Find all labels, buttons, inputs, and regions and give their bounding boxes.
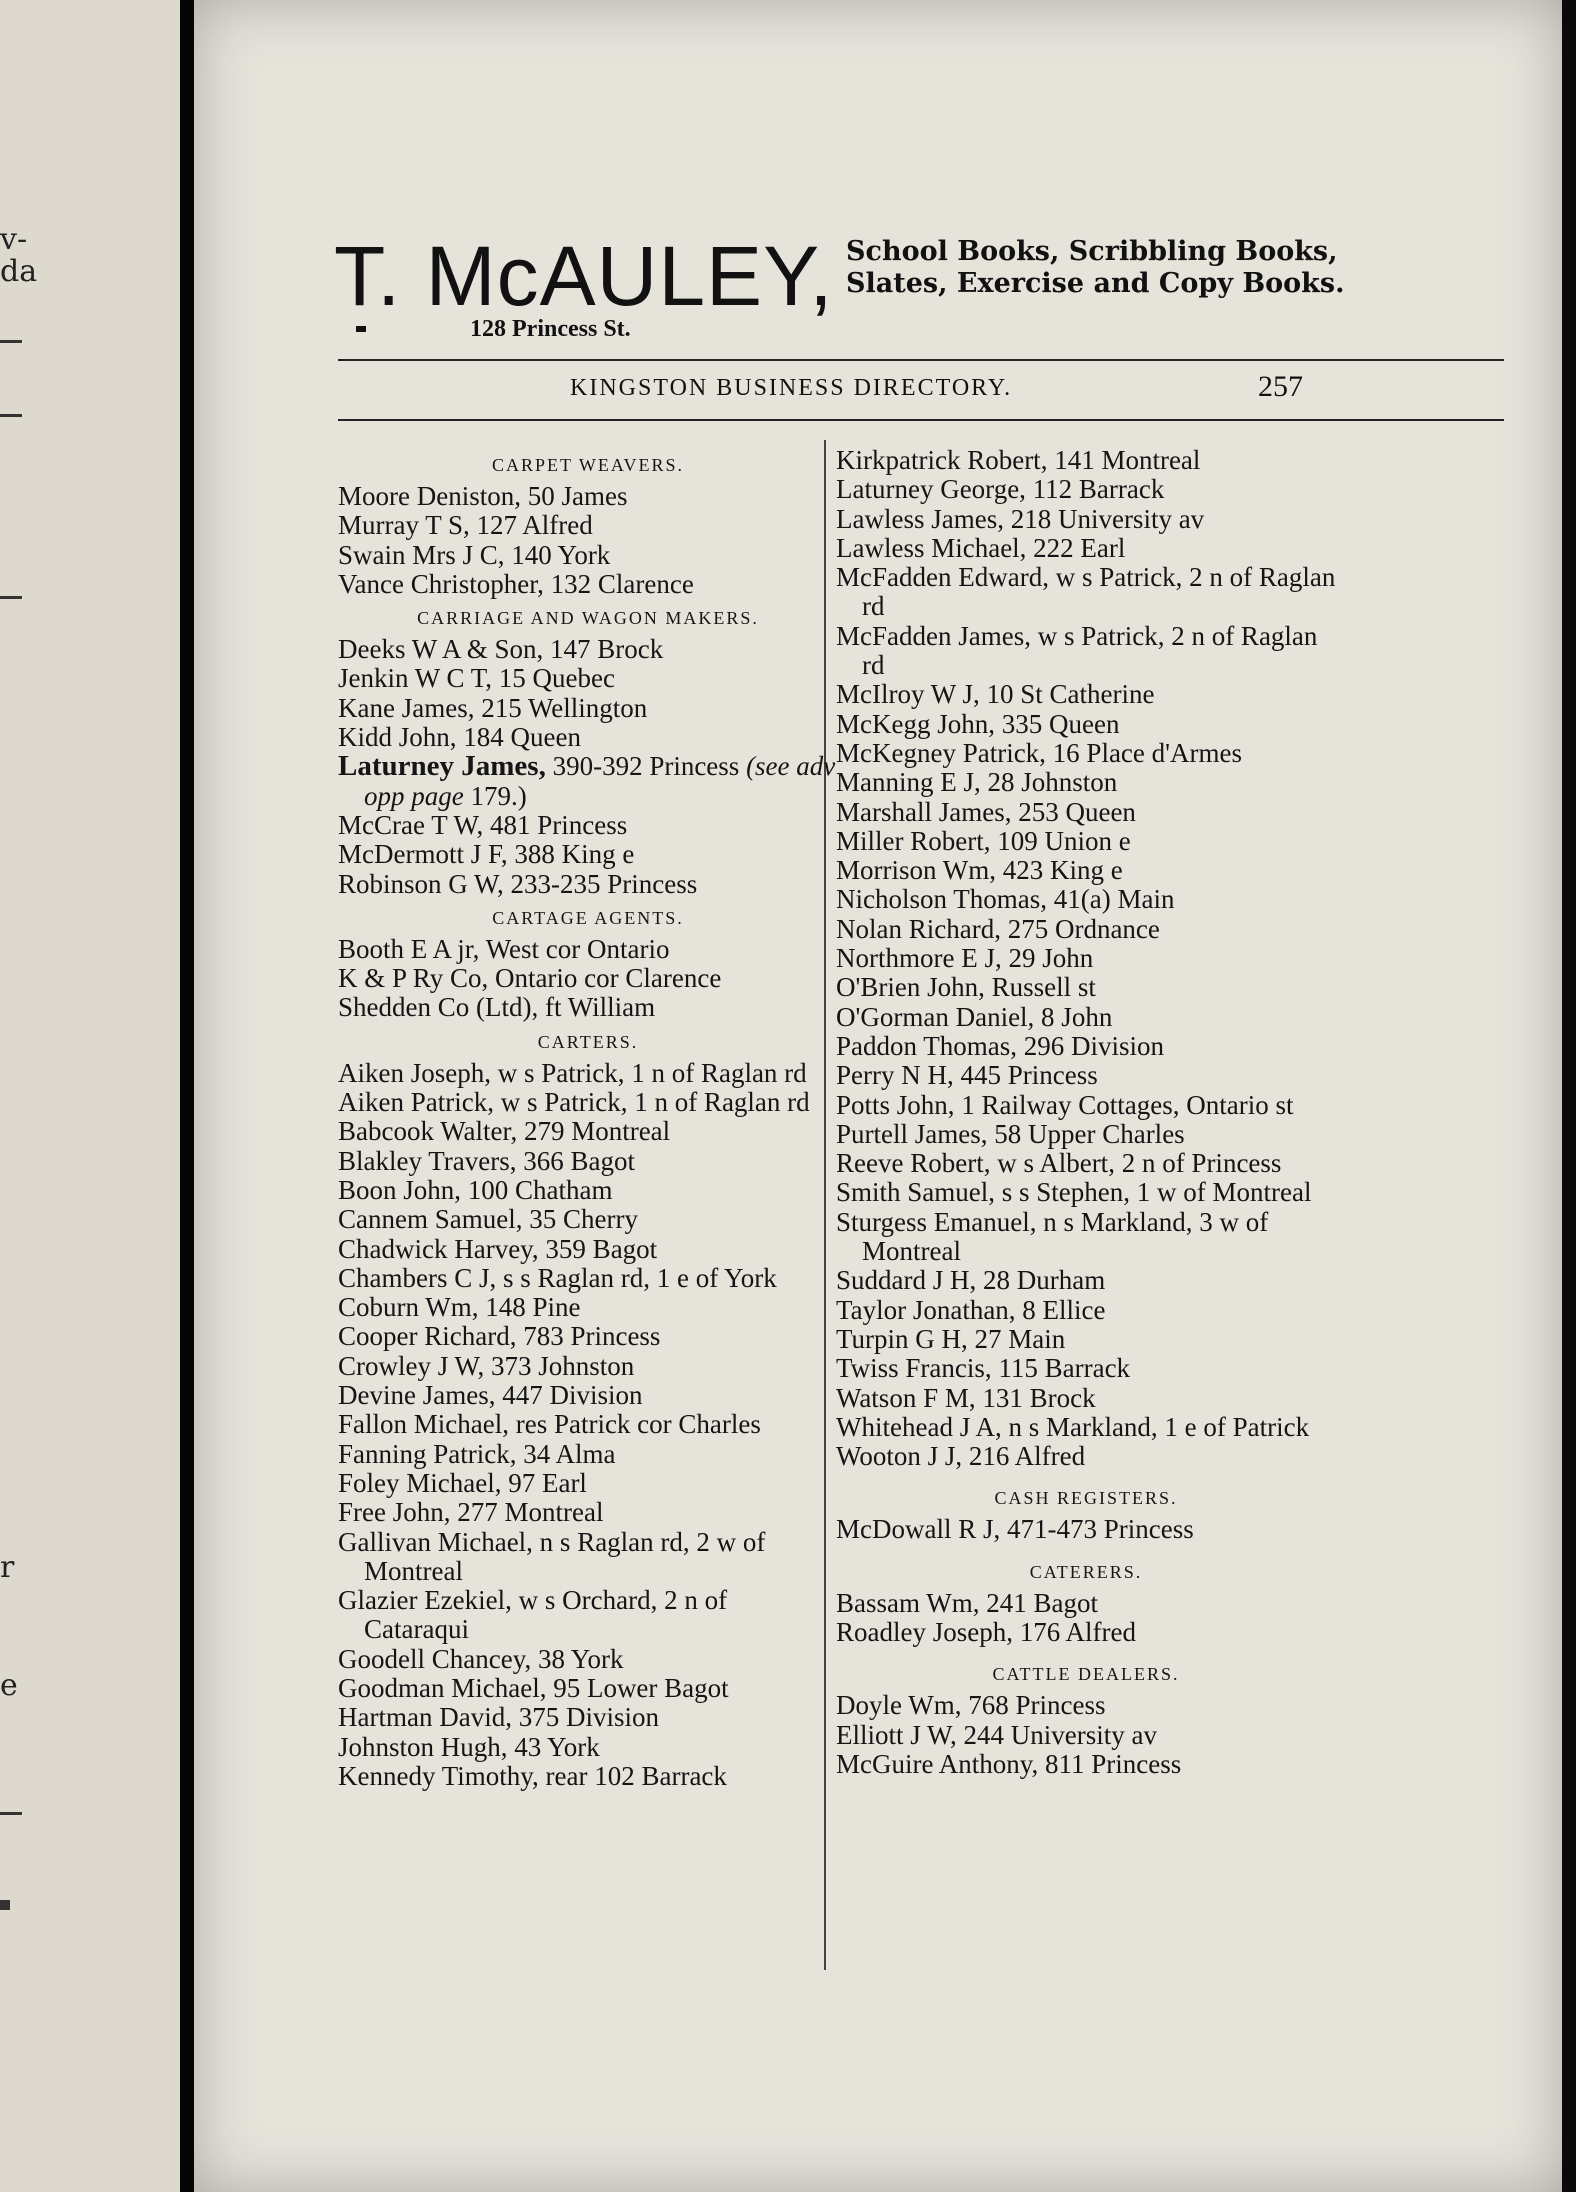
header-rule-bottom xyxy=(338,419,1504,421)
listing-entry: Fanning Patrick, 34 Alma xyxy=(338,1438,616,1469)
listing-entry: Chambers C J, s s Raglan rd, 1 e of York xyxy=(338,1262,777,1293)
listing-entry: McKegg John, 335 Queen xyxy=(836,708,1120,739)
adjacent-page-fragment: e xyxy=(0,1668,18,1703)
listing-entry: Kennedy Timothy, rear 102 Barrack xyxy=(338,1760,727,1791)
listing-entry: Turpin G H, 27 Main xyxy=(836,1323,1066,1354)
listing-entry: Cannem Samuel, 35 Cherry xyxy=(338,1204,638,1235)
listing-entry: Northmore E J, 29 John xyxy=(836,943,1094,974)
listing-entry: Manning E J, 28 Johnston xyxy=(836,767,1118,798)
listing-entry: Nicholson Thomas, 41(a) Main xyxy=(836,884,1175,915)
left-column xyxy=(338,446,838,1791)
featured-listing-note-tail: 179.) xyxy=(463,780,527,811)
listing-entry: Wooton J J, 216 Alfred xyxy=(836,1441,1086,1472)
listing-entry: Fallon Michael, res Patrick cor Charles xyxy=(338,1409,761,1440)
adjacent-page-mark xyxy=(0,1900,10,1910)
listing-entry: Foley Michael, 97 Earl xyxy=(338,1467,587,1498)
featured-listing-note: (see adv opp page xyxy=(364,751,836,811)
section-heading: CARTAGE AGENTS. xyxy=(492,907,684,928)
featured-listing-name: Laturney James, xyxy=(338,750,546,783)
featured-listing-address: 390-392 Princess xyxy=(545,751,747,782)
listing-entry: Boon John, 100 Chatham xyxy=(338,1174,613,1205)
adjacent-page-fragment: r xyxy=(0,1550,15,1585)
listing-entry: Murray T S, 127 Alfred xyxy=(338,510,593,541)
listing-entry: Watson F M, 131 Brock xyxy=(836,1382,1096,1413)
listing-entry: Twiss Francis, 115 Barrack xyxy=(836,1353,1131,1384)
listing-entry: Cooper Richard, 783 Princess xyxy=(338,1321,661,1352)
adjacent-page-fragment: v- xyxy=(0,222,28,257)
listing-entry: Miller Robert, 109 Union e xyxy=(836,825,1131,856)
listing-entry: Potts John, 1 Railway Cottages, Ontario st xyxy=(836,1089,1294,1120)
listing-entry: Hartman David, 375 Division xyxy=(338,1702,659,1733)
listing-entry: Sturgess Emanuel, n s Markland, 3 w of Montreal xyxy=(836,1206,1269,1267)
section-heading: CARPET WEAVERS. xyxy=(491,455,685,475)
listing-entry: Lawless Michael, 222 Earl xyxy=(836,532,1126,563)
listing-entry: McFadden James, w s Patrick, 2 n of Raglan rd xyxy=(836,620,1318,681)
listing-entry: Elliott J W, 244 University av xyxy=(836,1719,1157,1750)
listing-entry: Aiken Joseph, w s Patrick, 1 n of Raglan rd xyxy=(338,1057,807,1088)
listing-entry: Chadwick Harvey, 359 Bagot xyxy=(338,1233,658,1264)
advertiser-bullet xyxy=(356,326,366,332)
listing-entry: Whitehead J A, n s Markland, 1 e of Patrick xyxy=(836,1411,1310,1442)
listing-entry: Vance Christopher, 132 Clarence xyxy=(338,568,694,599)
running-header-title: KINGSTON BUSINESS DIRECTORY. xyxy=(570,375,1013,401)
header-rule-top xyxy=(338,359,1504,361)
listing-entry: O'Gorman Daniel, 8 John xyxy=(836,1001,1113,1032)
listing-entry: Lawless James, 218 University av xyxy=(836,503,1205,534)
listing-entry: Doyle Wm, 768 Princess xyxy=(836,1690,1106,1721)
listing-entry: Moore Deniston, 50 James xyxy=(338,481,628,511)
section-heading: CASH REGISTERS. xyxy=(994,1488,1178,1509)
listing-entry: McGuire Anthony, 811 Princess xyxy=(836,1748,1182,1779)
listing-entry: McDermott J F, 388 King e xyxy=(338,839,635,870)
adjacent-page-mark xyxy=(0,340,22,343)
listing-entry: Marshall James, 253 Queen xyxy=(836,796,1136,827)
section-heading: CATERERS. xyxy=(1029,1561,1143,1582)
listing-entry: Crowley J W, 373 Johnston xyxy=(338,1350,635,1381)
adjacent-page-edge xyxy=(0,0,180,2192)
listing-entry: Shedden Co (Ltd), ft William xyxy=(338,992,656,1023)
listing-entry: Goodman Michael, 95 Lower Bagot xyxy=(338,1672,729,1703)
listing-entry: McIlroy W J, 10 St Catherine xyxy=(836,679,1155,710)
listing-entry: McCrae T W, 481 Princess xyxy=(338,809,628,840)
adjacent-page-mark xyxy=(0,1812,22,1815)
listing-entry: Kane James, 215 Wellington xyxy=(338,692,648,723)
listing-entry: Blakley Travers, 366 Bagot xyxy=(338,1145,635,1176)
adjacent-page-mark xyxy=(0,596,22,599)
right-column xyxy=(836,446,1336,1779)
listing-entry: Kidd John, 184 Queen xyxy=(338,722,581,753)
advertiser-description: School Books, Scribbling Books, Slates, Exercise and Copy Books. xyxy=(846,236,1345,299)
listing-entry: Paddon Thomas, 296 Division xyxy=(836,1030,1165,1061)
listing-entry: Suddard J H, 28 Durham xyxy=(836,1265,1106,1296)
listing-entry: Goodell Chancey, 38 York xyxy=(338,1643,624,1674)
listing-entry: McKegney Patrick, 16 Place d'Armes xyxy=(836,737,1243,768)
section-heading: CATTLE DEALERS. xyxy=(992,1664,1180,1685)
listing-entry: O'Brien John, Russell st xyxy=(836,972,1096,1003)
section-heading: CARRIAGE AND WAGON MAKERS. xyxy=(417,608,759,629)
listing-entry: Reeve Robert, w s Albert, 2 n of Princess xyxy=(836,1148,1282,1179)
listing-entry: McDowall R J, 471-473 Princess xyxy=(836,1514,1194,1545)
listing-entry: Deeks W A & Son, 147 Brock xyxy=(338,634,664,665)
listing-entry: Laturney George, 112 Barrack xyxy=(836,474,1165,505)
listing-entry: Robinson G W, 233-235 Princess xyxy=(338,868,698,899)
listing-entry: Jenkin W C T, 15 Quebec xyxy=(338,663,615,694)
adjacent-page-mark xyxy=(0,414,22,417)
advertiser-name: T. McAULEY, xyxy=(334,229,834,323)
listing-entry: Bassam Wm, 241 Bagot xyxy=(836,1587,1098,1618)
listing-entry: McFadden Edward, w s Patrick, 2 n of Raglan rd xyxy=(836,562,1336,622)
directory-page xyxy=(194,0,1562,2192)
advertiser-address: 128 Princess St. xyxy=(470,316,631,342)
listing-entry: Taylor Jonathan, 8 Ellice xyxy=(836,1294,1106,1325)
listing-entry: Booth E A jr, West cor Ontario xyxy=(338,933,670,964)
listing-entry: Morrison Wm, 423 King e xyxy=(836,855,1123,886)
section-heading: CARTERS. xyxy=(537,1031,639,1052)
listing-entry: Smith Samuel, s s Stephen, 1 w of Montreal xyxy=(836,1177,1312,1208)
listing-entry: Johnston Hugh, 43 York xyxy=(338,1731,600,1762)
listing-entry: Devine James, 447 Division xyxy=(338,1380,643,1411)
adjacent-page-fragment: da xyxy=(0,254,38,289)
listing-entry: Aiken Patrick, w s Patrick, 1 n of Raglan rd xyxy=(338,1087,810,1118)
listing-entry: K & P Ry Co, Ontario cor Clarence xyxy=(338,963,722,994)
listing-entry: Kirkpatrick Robert, 141 Montreal xyxy=(836,445,1201,475)
listing-entry: Glazier Ezekiel, w s Orchard, 2 n of Cataraqui xyxy=(338,1585,728,1645)
listing-entry: Gallivan Michael, n s Raglan rd, 2 w of Montreal xyxy=(338,1526,766,1586)
listing-entry: Coburn Wm, 148 Pine xyxy=(338,1292,581,1323)
listing-entry: Free John, 277 Montreal xyxy=(338,1497,604,1528)
page-number: 257 xyxy=(1258,370,1303,403)
featured-listing-entry xyxy=(338,752,838,811)
listing-entry: Babcook Walter, 279 Montreal xyxy=(338,1116,671,1147)
listing-entry: Nolan Richard, 275 Ordnance xyxy=(836,913,1160,944)
listing-entry: Purtell James, 58 Upper Charles xyxy=(836,1118,1185,1149)
listing-entry: Perry N H, 445 Princess xyxy=(836,1060,1098,1091)
page-spine xyxy=(180,0,194,2192)
listing-entry: Roadley Joseph, 176 Alfred xyxy=(836,1616,1136,1647)
listing-entry: Swain Mrs J C, 140 York xyxy=(338,539,611,570)
